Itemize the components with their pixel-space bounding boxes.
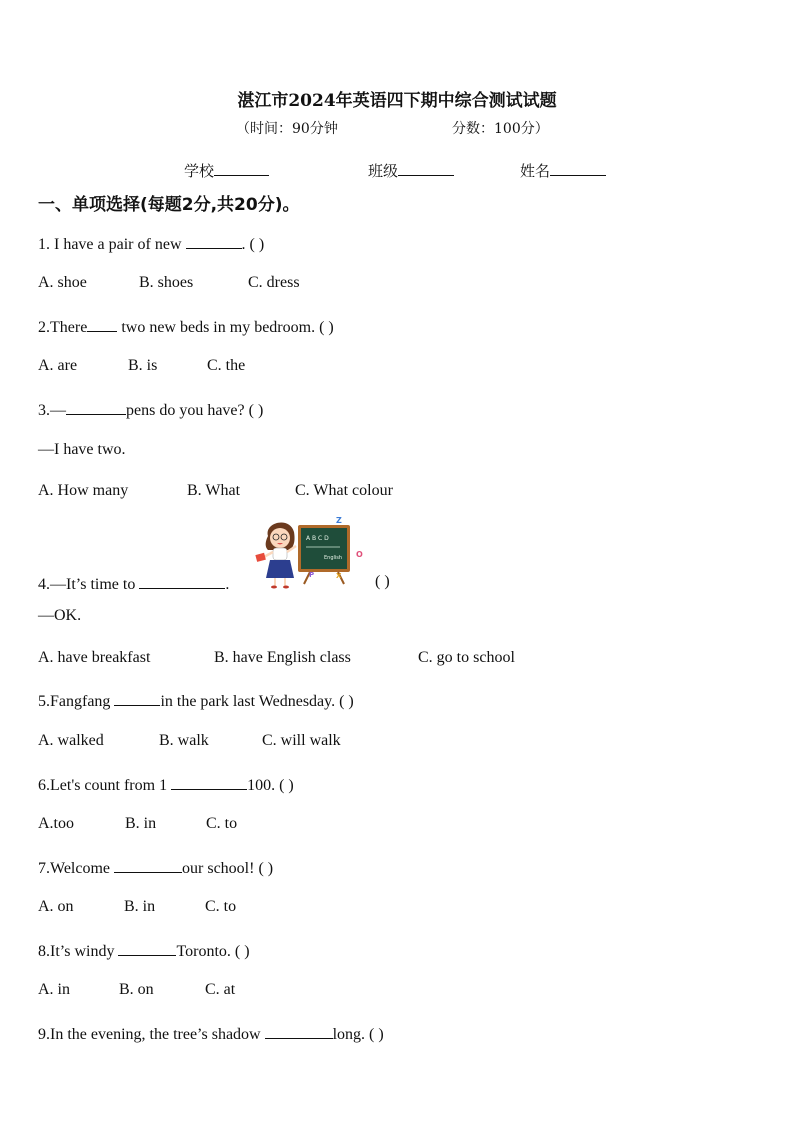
floating-letter: X <box>336 572 342 580</box>
exam-score: 分数：100分） <box>452 121 549 137</box>
option-a[interactable]: A. shoe <box>38 274 87 291</box>
option-b[interactable]: B. What <box>187 482 241 499</box>
option-c[interactable]: C. the <box>207 357 246 374</box>
reply-4: —OK. <box>38 607 82 624</box>
school-label: 学校 <box>184 162 215 180</box>
option-a[interactable]: A. walked <box>38 732 104 749</box>
answer-blank[interactable] <box>87 316 117 332</box>
option-c[interactable]: C. to <box>206 815 238 832</box>
reply-3: —I have two. <box>38 441 126 458</box>
question-6 <box>38 774 294 795</box>
question-text: 3.— <box>38 402 66 419</box>
question-5 <box>38 690 354 711</box>
teacher-shoe-right <box>283 586 289 589</box>
name-label: 姓名 <box>520 162 551 180</box>
question-text: 2.There <box>38 319 88 336</box>
page-title: 湛江市2024年英语四下期中综合测试试题 <box>237 91 557 111</box>
option-a[interactable]: A. on <box>38 898 74 915</box>
question-text: Toronto. ( ) <box>176 943 250 960</box>
teacher-skirt <box>266 560 294 578</box>
option-a[interactable]: A.too <box>38 815 74 832</box>
option-c[interactable]: C. will walk <box>262 732 341 749</box>
question-text: two new beds in my bedroom. ( ) <box>117 319 334 336</box>
options-4 <box>38 649 515 667</box>
options-5 <box>38 732 341 750</box>
options-8 <box>38 981 235 999</box>
answer-blank[interactable] <box>265 1023 333 1039</box>
question-text: 100. ( ) <box>247 777 294 794</box>
question-1 <box>38 233 264 254</box>
teacher-shoe-left <box>271 586 277 589</box>
answer-blank[interactable] <box>171 774 247 790</box>
option-a[interactable]: A. in <box>38 981 70 998</box>
question-9 <box>38 1023 384 1044</box>
school-blank[interactable] <box>214 161 269 176</box>
question-text: 9.In the evening, the tree’s shadow <box>38 1026 265 1043</box>
class-field[interactable] <box>368 160 454 181</box>
question-text: . ( ) <box>241 236 265 253</box>
question-text: . <box>225 576 230 593</box>
class-label: 班级 <box>368 162 399 180</box>
school-field[interactable] <box>184 160 269 181</box>
option-c[interactable]: C. go to school <box>418 649 515 666</box>
option-b[interactable]: B. is <box>128 357 158 374</box>
teacher-shirt <box>273 548 287 560</box>
question-text: long. ( ) <box>332 1026 384 1043</box>
floating-letter: O <box>356 550 363 559</box>
question-text: 5.Fangfang <box>38 693 115 710</box>
blackboard-word: English <box>324 555 343 561</box>
answer-blank[interactable] <box>186 233 242 249</box>
option-b[interactable]: B. shoes <box>139 274 194 291</box>
option-c[interactable]: C. at <box>205 981 236 998</box>
option-c[interactable]: C. to <box>205 898 237 915</box>
option-b[interactable]: B. walk <box>159 732 209 749</box>
class-blank[interactable] <box>398 161 454 176</box>
book-icon <box>255 553 266 562</box>
question-text: in the park last Wednesday. ( ) <box>160 693 354 710</box>
options-6 <box>38 815 237 833</box>
question-text: 1. I have a pair of new <box>38 236 186 253</box>
question-text: 8.It’s windy <box>38 943 119 960</box>
blackboard-letters: A B C D <box>306 535 329 542</box>
option-c[interactable]: C. dress <box>248 274 300 291</box>
answer-blank[interactable] <box>118 940 176 956</box>
answer-blank[interactable] <box>66 399 126 415</box>
question-7 <box>38 857 273 878</box>
question-text: 7.Welcome <box>38 860 115 877</box>
question-text: 4.—It’s time to <box>38 576 140 593</box>
question-4 <box>38 573 229 594</box>
option-b[interactable]: B. in <box>124 898 156 915</box>
answer-paren-4[interactable]: ( ) <box>375 573 390 590</box>
floating-letter: P <box>309 571 315 579</box>
options-3 <box>38 482 393 500</box>
option-c[interactable]: C. What colour <box>295 482 393 499</box>
question-text: 6.Let's count from 1 <box>38 777 172 794</box>
option-a[interactable]: A. How many <box>38 482 129 499</box>
exam-time: （时间：90分钟 <box>236 121 338 137</box>
answer-blank[interactable] <box>114 857 182 873</box>
question-text: pens do you have? ( ) <box>126 402 264 419</box>
question-3 <box>38 399 263 420</box>
option-b[interactable]: B. have English class <box>214 649 351 666</box>
answer-blank[interactable] <box>139 573 225 589</box>
options-2 <box>38 357 245 375</box>
options-1 <box>38 274 300 292</box>
name-field[interactable] <box>520 160 606 181</box>
teacher-blackboard-illustration <box>254 514 366 590</box>
option-b[interactable]: B. on <box>119 981 154 998</box>
question-8 <box>38 940 250 961</box>
option-a[interactable]: A. are <box>38 357 78 374</box>
name-blank[interactable] <box>550 161 606 176</box>
question-2 <box>38 316 334 337</box>
question-text: our school! ( ) <box>182 860 274 877</box>
option-b[interactable]: B. in <box>125 815 157 832</box>
option-a[interactable]: A. have breakfast <box>38 649 151 666</box>
options-7 <box>38 898 236 916</box>
section-heading: 一、单项选择(每题2分,共20分)。 <box>38 195 300 215</box>
floating-letter: Z <box>336 516 342 525</box>
answer-blank[interactable] <box>114 690 160 706</box>
